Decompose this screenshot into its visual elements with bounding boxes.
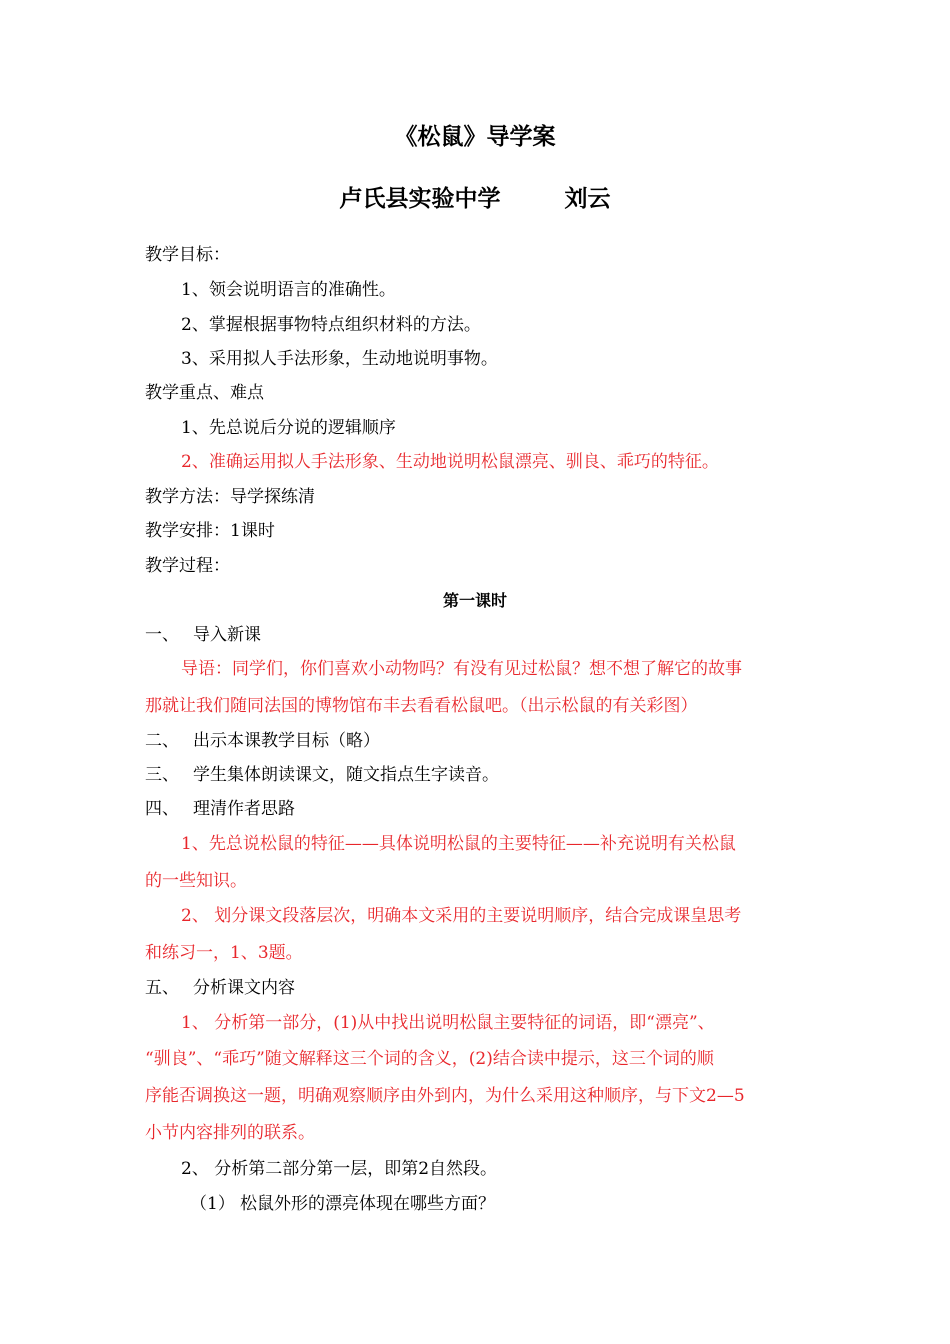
intro-text: 导语：同学们，你们喜欢小动物吗？有没有见过松鼠？想不想了解它的故事	[181, 659, 742, 679]
section-title: 出示本课教学目标（略）	[193, 731, 380, 751]
section-heading	[145, 797, 810, 821]
analysis-text: 小节内容排列的联系。	[145, 1123, 315, 1143]
goals-heading: 教学目标：	[145, 245, 230, 265]
intro-text: 那就让我们随同法国的博物馆布丰去看看松鼠吧。（出示松鼠的有关彩图）	[145, 696, 698, 716]
section-heading	[145, 763, 810, 787]
subitem-number: （1）	[190, 1194, 235, 1214]
section-title: 分析课文内容	[193, 978, 295, 998]
analysis-text: 1、 分析第一部分，(1)从中找出说明松鼠主要特征的词语，即“漂亮”、	[181, 1013, 715, 1033]
section-number: 三、	[145, 765, 179, 785]
thinking-text: 1、先总说松鼠的特征——具体说明松鼠的主要特征——补充说明有关松鼠	[181, 834, 736, 854]
section-number: 五、	[145, 978, 179, 998]
thinking-text: 和练习一，1、3题。	[145, 943, 303, 963]
goal-item: 1、领会说明语言的准确性。	[181, 280, 396, 300]
analysis-subitem	[190, 1192, 855, 1216]
section-heading	[145, 976, 810, 1000]
keypoints-heading: 教学重点、难点	[145, 383, 264, 403]
analysis-text: “驯良”、“乖巧”随文解释这三个词的含义，(2)结合读中提示，这三个词的顺	[145, 1049, 714, 1069]
process-heading: 教学过程：	[145, 556, 230, 576]
thinking-text: 2、 划分课文段落层次，明确本文采用的主要说明顺序，结合完成课皇思考	[181, 906, 742, 926]
document-title: 《松鼠》导学案	[394, 124, 556, 150]
section-heading	[145, 729, 810, 753]
section-number: 二、	[145, 731, 179, 751]
lesson-heading: 第一课时	[442, 591, 507, 610]
section-heading	[145, 623, 810, 647]
method-line: 教学方法：导学探练清	[145, 487, 315, 507]
subitem-text: 松鼠外形的漂亮体现在哪些方面？	[240, 1194, 495, 1214]
arrangement-line: 教学安排：1课时	[145, 521, 275, 541]
keypoint-item: 2、准确运用拟人手法形象、生动地说明松鼠漂亮、驯良、乖巧的特征。	[181, 452, 719, 472]
analysis-text: 序能否调换这一题，明确观察顺序由外到内，为什么采用这种顺序，与下文2—5	[145, 1086, 745, 1106]
section-title: 理清作者思路	[193, 799, 295, 819]
section-title: 学生集体朗读课文，随文指点生字读音。	[193, 765, 499, 785]
goal-item: 3、采用拟人手法形象，生动地说明事物。	[181, 349, 498, 369]
thinking-text: 的一些知识。	[145, 871, 247, 891]
goal-item: 2、掌握根据事物特点组织材料的方法。	[181, 315, 481, 335]
section-number: 一、	[145, 625, 179, 645]
analysis-item: 2、 分析第二部分第一层，即第2自然段。	[181, 1159, 498, 1179]
keypoint-item: 1、先总说后分说的逻辑顺序	[181, 418, 396, 438]
section-title: 导入新课	[193, 625, 261, 645]
section-number: 四、	[145, 799, 179, 819]
author-line: 卢氏县实验中学 刘云	[339, 186, 611, 212]
